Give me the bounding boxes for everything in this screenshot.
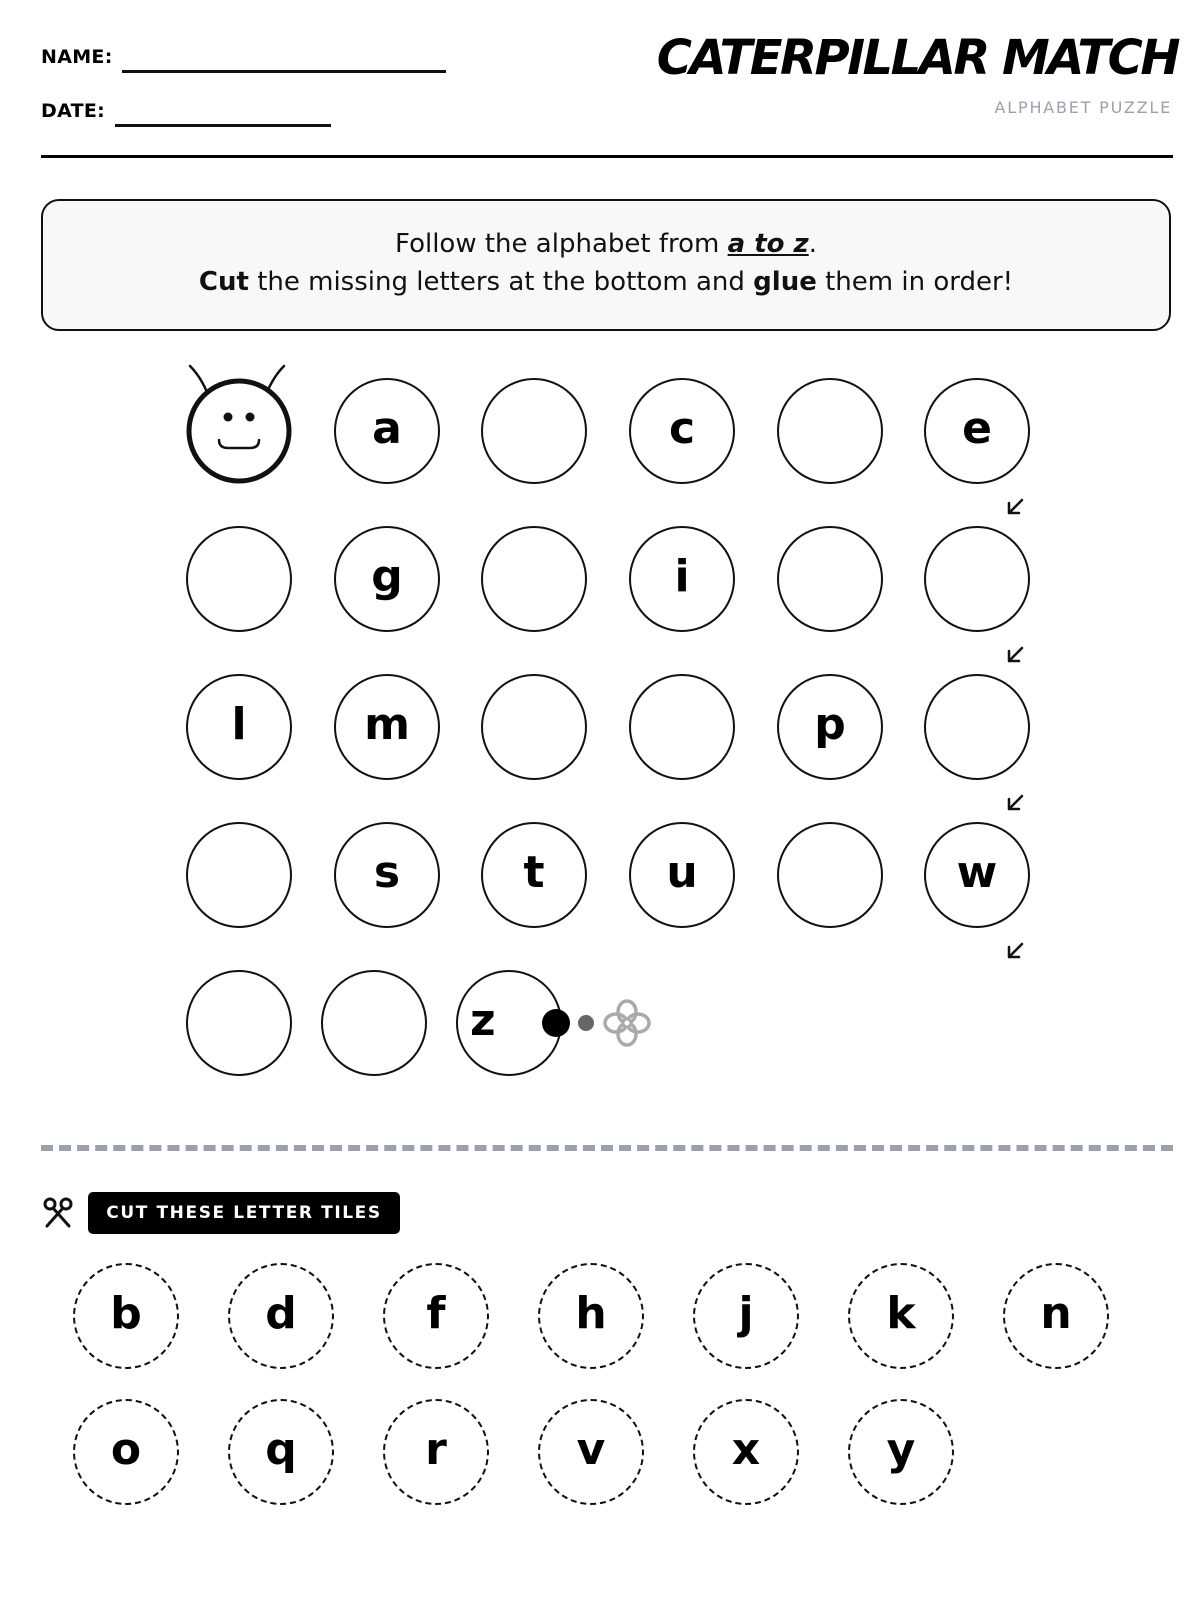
caterpillar-segment-e: e	[924, 378, 1030, 484]
caterpillar-segment-w: w	[924, 822, 1030, 928]
cut-tiles-badge: CUT THESE LETTER TILES	[88, 1192, 400, 1234]
name-line	[122, 70, 446, 73]
instructions-line-1	[43, 229, 1169, 259]
instructions-text: them in order!	[816, 267, 1014, 297]
caterpillar-segment-g: g	[334, 526, 440, 632]
instructions-line-2	[43, 267, 1169, 297]
letter-tile-x[interactable]: x	[693, 1399, 799, 1505]
cut-line	[41, 1145, 1173, 1151]
arrow-down-left-icon	[1004, 496, 1026, 518]
letter-tile-k[interactable]: k	[848, 1263, 954, 1369]
date-line	[115, 124, 331, 127]
caterpillar-segment-blank[interactable]	[321, 970, 427, 1076]
instructions-glue-word: glue	[753, 267, 817, 297]
page-subtitle: ALPHABET PUZZLE	[994, 98, 1172, 117]
caterpillar-segment-blank[interactable]	[186, 970, 292, 1076]
instructions-text: the missing letters at the bottom and	[248, 267, 754, 297]
letter-tile-h[interactable]: h	[538, 1263, 644, 1369]
letter-tile-v[interactable]: v	[538, 1399, 644, 1505]
letter-tile-o[interactable]: o	[73, 1399, 179, 1505]
smiley-face-icon	[182, 360, 292, 485]
arrow-down-left-icon	[1004, 792, 1026, 814]
letter-tile-q[interactable]: q	[228, 1399, 334, 1505]
flower-icon	[602, 998, 652, 1048]
caterpillar-segment-blank[interactable]	[777, 822, 883, 928]
caterpillar-head	[182, 360, 292, 485]
instructions-box	[41, 199, 1171, 331]
instructions-text: .	[808, 229, 817, 259]
caterpillar-segment-m: m	[334, 674, 440, 780]
caterpillar-segment-s: s	[334, 822, 440, 928]
letter-tile-y[interactable]: y	[848, 1399, 954, 1505]
caterpillar-segment-t: t	[481, 822, 587, 928]
caterpillar-segment-blank[interactable]	[777, 526, 883, 632]
scissors-icon	[41, 1196, 75, 1230]
caterpillar-segment-a: a	[334, 378, 440, 484]
arrow-down-left-icon	[1004, 940, 1026, 962]
caterpillar-segment-p: p	[777, 674, 883, 780]
date-label: DATE:	[41, 100, 106, 122]
letter-tile-b[interactable]: b	[73, 1263, 179, 1369]
caterpillar-segment-blank[interactable]	[629, 674, 735, 780]
caterpillar-segment-blank[interactable]	[481, 526, 587, 632]
caterpillar-segment-blank[interactable]	[481, 378, 587, 484]
caterpillar-segment-blank[interactable]	[777, 378, 883, 484]
instructions-emphasis: a to z	[727, 229, 809, 259]
instructions-cut-word: Cut	[198, 267, 249, 297]
caterpillar-segment-blank[interactable]	[186, 822, 292, 928]
header-divider	[41, 155, 1173, 158]
caterpillar-segment-blank[interactable]	[924, 674, 1030, 780]
caterpillar-segment-c: c	[629, 378, 735, 484]
instructions-text: Follow the alphabet from	[395, 229, 728, 259]
caterpillar-segment-l: l	[186, 674, 292, 780]
letter-tile-r[interactable]: r	[383, 1399, 489, 1505]
caterpillar-segment-blank[interactable]	[186, 526, 292, 632]
page-title: CATERPILLAR MATCH	[656, 30, 1178, 86]
arrow-down-left-icon	[1004, 644, 1026, 666]
caterpillar-segment-blank[interactable]	[924, 526, 1030, 632]
caterpillar-segment-i: i	[629, 526, 735, 632]
caterpillar-segment-z: z	[456, 970, 562, 1076]
name-label: NAME:	[41, 46, 113, 68]
letter-tile-f[interactable]: f	[383, 1263, 489, 1369]
caterpillar-segment-u: u	[629, 822, 735, 928]
letter-tile-n[interactable]: n	[1003, 1263, 1109, 1369]
caterpillar-segment-blank[interactable]	[481, 674, 587, 780]
letter-tile-j[interactable]: j	[693, 1263, 799, 1369]
letter-tile-d[interactable]: d	[228, 1263, 334, 1369]
